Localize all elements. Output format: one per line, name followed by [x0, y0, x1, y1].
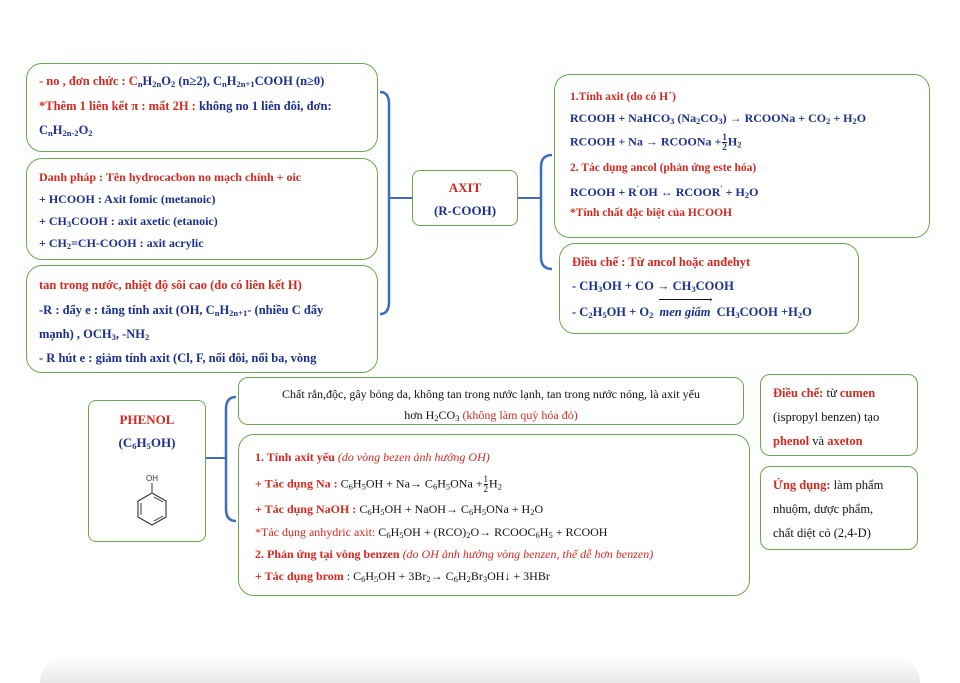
nomenclature-heading: Danh pháp : Tên hydrocacbon no mạch chính + oic — [39, 170, 302, 184]
axit-preparation-box — [559, 243, 859, 334]
electron-withdrawing-note: - R hút e : giảm tính axit (Cl, F, nối đôi, nối ba, vòng — [39, 351, 317, 365]
pi-bond-note: *Thêm 1 liên kết π : mất 2H : không no 1 liên đôi, đơn: — [39, 99, 332, 113]
unsaturated-formula: $C_nH_{2n-2}O_2$ — [39, 123, 93, 138]
phenol-physical-properties-box — [238, 377, 744, 425]
reaction-phenol-bromine: + Tác dụng brom : $C_6H_5OH + 3Br_2\to$ $C_6H_2Br_3OH↓ + 3HBr$ — [255, 569, 550, 584]
oh-label: OH — [146, 474, 158, 483]
reaction-ester: RCOOH + R'OH ↔ RCOOR' + $H_2O$ — [570, 184, 759, 200]
physical-properties-line-2: hơn $H_2CO_3$ (không làm quỳ hóa đỏ) — [404, 408, 578, 423]
reaction-na: RCOOH + Na → RCOONa + $\frac{1}{2}$ $H_2$ — [570, 132, 742, 152]
application-line-1: Ứng dụng: làm phẩm — [773, 478, 884, 492]
axit-chemical-properties-box — [554, 74, 930, 238]
phenol-application-box — [760, 466, 918, 550]
list-item: + $CH_3COOH$ : axit axetic (etanoic) — [39, 214, 218, 229]
acidity-heading: 1.Tính axit (do có H+) — [570, 89, 676, 103]
phenol-chemical-properties-box — [238, 434, 750, 596]
axit-center-node — [412, 170, 518, 226]
esterification-heading: 2. Tác dụng ancol (phản ứng este hóa) — [570, 162, 757, 174]
phenol-preparation-box — [760, 374, 918, 456]
preparation-heading: Điều chế : Từ ancol hoặc anđehyt — [572, 255, 751, 269]
hcooh-note: *Tính chất đặc biệt của HCOOH — [570, 207, 732, 219]
formula-text: - no , đơn chức : $C_nH_{2n}O_2$ (n≥2), $C_nH_{2n+1}COOH$ (n≥0) — [39, 74, 325, 89]
reaction-phenol-anhydride: *Tác dụng anhydric axit: $C_6H_5OH + (RCO)_2O\to$ $RCOOC_6H_5$ + RCOOH — [255, 525, 608, 540]
phenol-center-node — [88, 400, 206, 542]
reaction-methanol-co: - $CH_3OH$ + CO → $CH_3COOH$ — [572, 279, 734, 294]
application-line-3: chất diệt cỏ (2,4-D) — [773, 526, 871, 540]
reaction-nahco3: RCOOH + NaHCO$_3$ $(Na_2CO_3)$ → RCOONa + $CO_2 + H_2O$ — [570, 111, 867, 126]
phenol-title: PHENOL — [119, 412, 175, 427]
list-item: + HCOOH : Axit fomic (metanoic) — [39, 192, 216, 206]
preparation-line-2: (ispropyl benzen) tạo — [773, 410, 880, 424]
preparation-line-3: phenol và axeton — [773, 434, 863, 448]
reaction-phenol-na: + Tác dụng Na : $C_6H_5OH + Na\to C_6H_5ONa$ + $\frac{1}{2}$ $H_2$ — [255, 474, 502, 494]
phenol-structure-icon — [127, 473, 177, 533]
reaction-fermentation: - $C_2H_5OH + O_2$ › men giấm $CH_3COOH +H_2O$ — [572, 294, 812, 320]
axit-title: AXIT — [448, 180, 482, 195]
electron-donating-note: -R : đẩy e : tăng tính axit (OH, $C_nH_{2n+1}-$ (nhiều C đẩy — [39, 303, 324, 318]
physical-properties-line-1: Chất rắn,độc, gây bỏng da, không tan trong nước lạnh, tan trong nước nóng, là axit yếu — [282, 387, 700, 401]
axit-formula: (R-COOH) — [433, 203, 497, 218]
axit-nomenclature-box — [26, 158, 378, 260]
list-item: + $CH_2=CH$-COOH : axit acrylic — [39, 236, 204, 251]
enzyme-label: men giấm — [659, 305, 711, 319]
electron-donating-note-cont: mạnh) , $OCH_3$, $-NH_2$ — [39, 327, 150, 342]
solubility-note: tan trong nước, nhiệt độ sôi cao (do có liên kết H) — [39, 278, 302, 292]
preparation-line-1: Điều chế: từ cumen — [773, 386, 876, 400]
application-line-2: nhuộm, dược phẩm, — [773, 502, 874, 516]
axit-general-formula-box — [26, 63, 378, 152]
phenol-formula: $(C_6H_5OH)$ — [118, 435, 176, 451]
ring-reaction-heading: 2. Phản ứng tại vòng benzen (do OH ảnh hưởng vòng benzen, thế dễ hơn benzen) — [255, 547, 654, 561]
weak-acid-heading: 1. Tính axit yếu (do vòng bezen ảnh hưởng OH) — [255, 450, 490, 464]
reaction-phenol-naoh: + Tác dụng NaOH : $C_6H_5OH$ + NaOH→ $C_6H_5ONa + H_2O$ — [255, 502, 544, 517]
axit-physical-properties-box — [26, 265, 378, 373]
